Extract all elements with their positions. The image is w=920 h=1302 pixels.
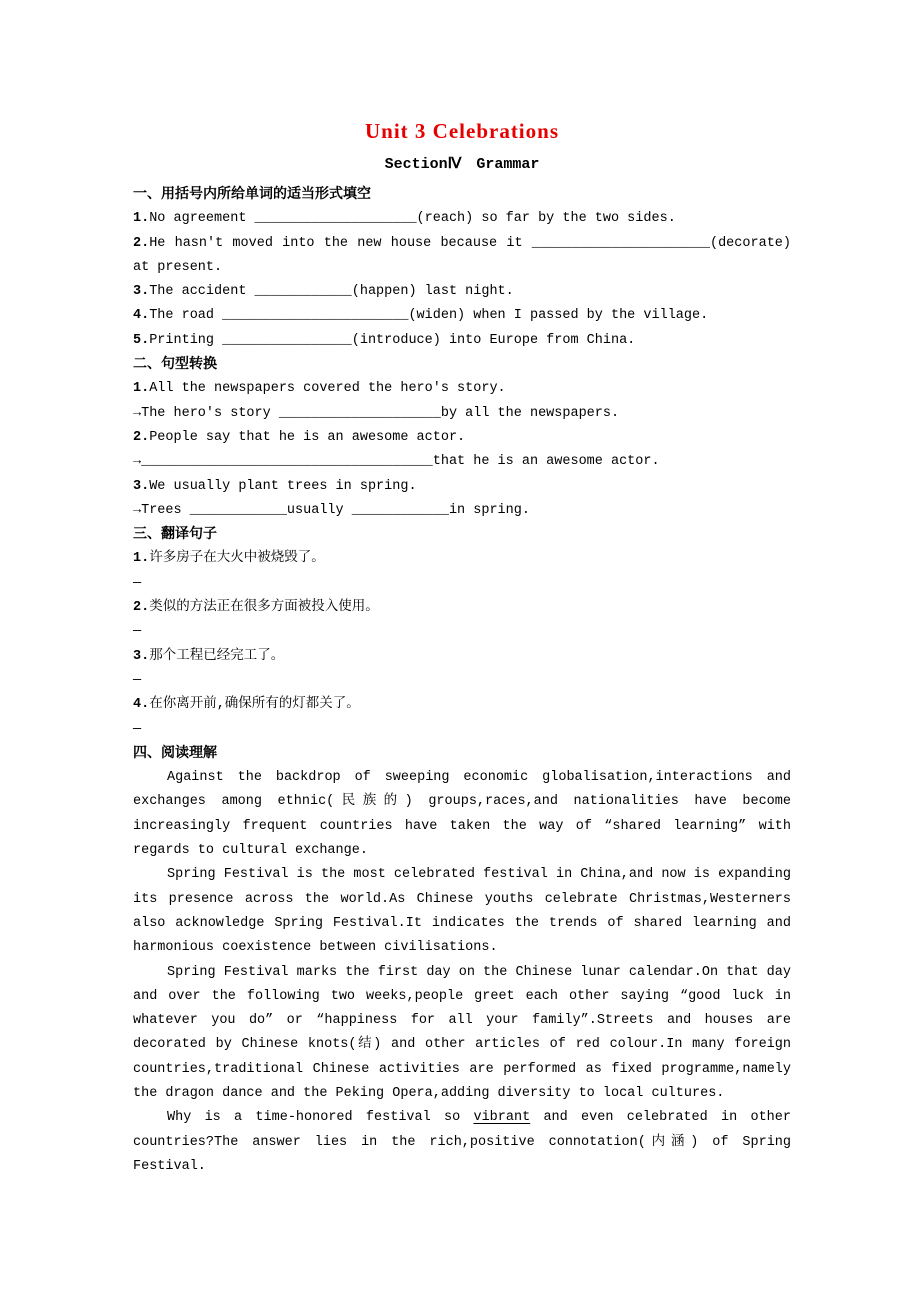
translation-item — [133, 547, 791, 571]
answer-line: — — [133, 624, 142, 640]
item-number: 3. — [133, 478, 150, 494]
item-number: 2. — [133, 600, 150, 616]
reading-paragraph — [133, 1106, 791, 1179]
item-number: 3. — [133, 648, 150, 664]
fill-blank-item — [133, 280, 791, 304]
section-subtitle: SectionⅣ Grammar — [384, 156, 540, 173]
transform-source-line — [133, 377, 791, 401]
item-text: →____________________________________that he is an awesome actor. — [133, 454, 660, 470]
transform-target-line — [133, 450, 791, 474]
reading-paragraph: Spring Festival is the most celebrated festival in China,and now is expanding its presence across the world.As Chinese youths celebrate Christmas,Westerners also acknowledge Spring Festival.It indicates the trends of shared learning and harmonious coexistence between civilisations. — [133, 867, 791, 956]
paragraph-text: and even celebrated in other countries?The answer lies in the rich,positive connotation(内涵) of Spring Festival. — [133, 1110, 791, 1174]
item-text: 在你离开前,确保所有的灯都关了。 — [149, 697, 360, 713]
answer-line: — — [133, 721, 142, 737]
item-number: 3. — [133, 284, 150, 300]
item-text: 类似的方法正在很多方面被投入使用。 — [149, 600, 379, 616]
fill-blank-item — [133, 329, 791, 353]
reading-paragraph: Against the backdrop of sweeping economic globalisation,interactions and exchanges among ethnic(民族的) groups,races,and nationalities have become increasingly frequent countries have taken the way of “shared learning” with regards to cultural exchange. — [133, 770, 791, 859]
transform-source-line — [133, 475, 791, 499]
item-number: 2. — [133, 235, 150, 251]
answer-line: — — [133, 672, 142, 688]
transform-source-line — [133, 426, 791, 450]
translation-item — [133, 596, 791, 620]
paragraph-text: Why is a time-honored festival so — [167, 1110, 474, 1126]
section2-heading: 二、句型转换 — [133, 357, 217, 374]
item-text: 许多房子在大火中被烧毁了。 — [149, 551, 325, 567]
item-text: People say that he is an awesome actor. — [149, 429, 466, 445]
item-text: 那个工程已经完工了。 — [149, 648, 285, 664]
item-text: The accident ____________(happen) last night. — [149, 284, 514, 300]
fill-blank-item — [133, 304, 791, 328]
item-text: →Trees ____________usually ____________in spring. — [133, 502, 530, 518]
transform-target-line — [133, 499, 791, 523]
item-text: All the newspapers covered the hero's story. — [149, 381, 506, 397]
item-text: →The hero's story ____________________by all the newspapers. — [133, 405, 620, 421]
section3-heading: 三、翻译句子 — [133, 527, 217, 544]
item-number: 4. — [133, 697, 150, 713]
item-number: 1. — [133, 381, 150, 397]
reading-paragraph: Spring Festival marks the first day on the Chinese lunar calendar.On that day and over the following two weeks,people greet each other saying “good luck in whatever you do” or “happiness for all your family”.Streets and houses are decorated by Chinese knots(结) and other articles of red colour.In many foreign countries,traditional Chinese activities are performed as fixed programme,namely the dragon dance and the Peking Opera,adding diversity to local cultures. — [133, 964, 791, 1101]
item-number: 4. — [133, 308, 150, 324]
item-number: 1. — [133, 551, 150, 567]
section4-heading: 四、阅读理解 — [133, 745, 217, 762]
translation-item — [133, 693, 791, 717]
item-text: No agreement ____________________(reach) so far by the two sides. — [149, 211, 676, 227]
worksheet-page — [133, 118, 791, 1179]
fill-blank-item — [133, 207, 791, 231]
transform-target-line — [133, 402, 791, 426]
item-number: 2. — [133, 429, 150, 445]
item-text: The road _______________________(widen) when I passed by the village. — [149, 308, 709, 324]
item-number: 1. — [133, 211, 150, 227]
section1-heading: 一、用括号内所给单词的适当形式填空 — [133, 187, 371, 203]
item-number: 5. — [133, 332, 150, 348]
item-text: Printing ________________(introduce) into Europe from China. — [149, 332, 636, 348]
fill-blank-item — [133, 232, 791, 281]
item-text: He hasn't moved into the new house because it ______________________(decorate) at present. — [133, 235, 791, 275]
answer-line: — — [133, 575, 142, 591]
translation-item — [133, 645, 791, 669]
page-title: Unit 3 Celebrations — [365, 119, 559, 143]
underlined-word: vibrant — [473, 1110, 531, 1126]
item-text: We usually plant trees in spring. — [149, 478, 417, 494]
